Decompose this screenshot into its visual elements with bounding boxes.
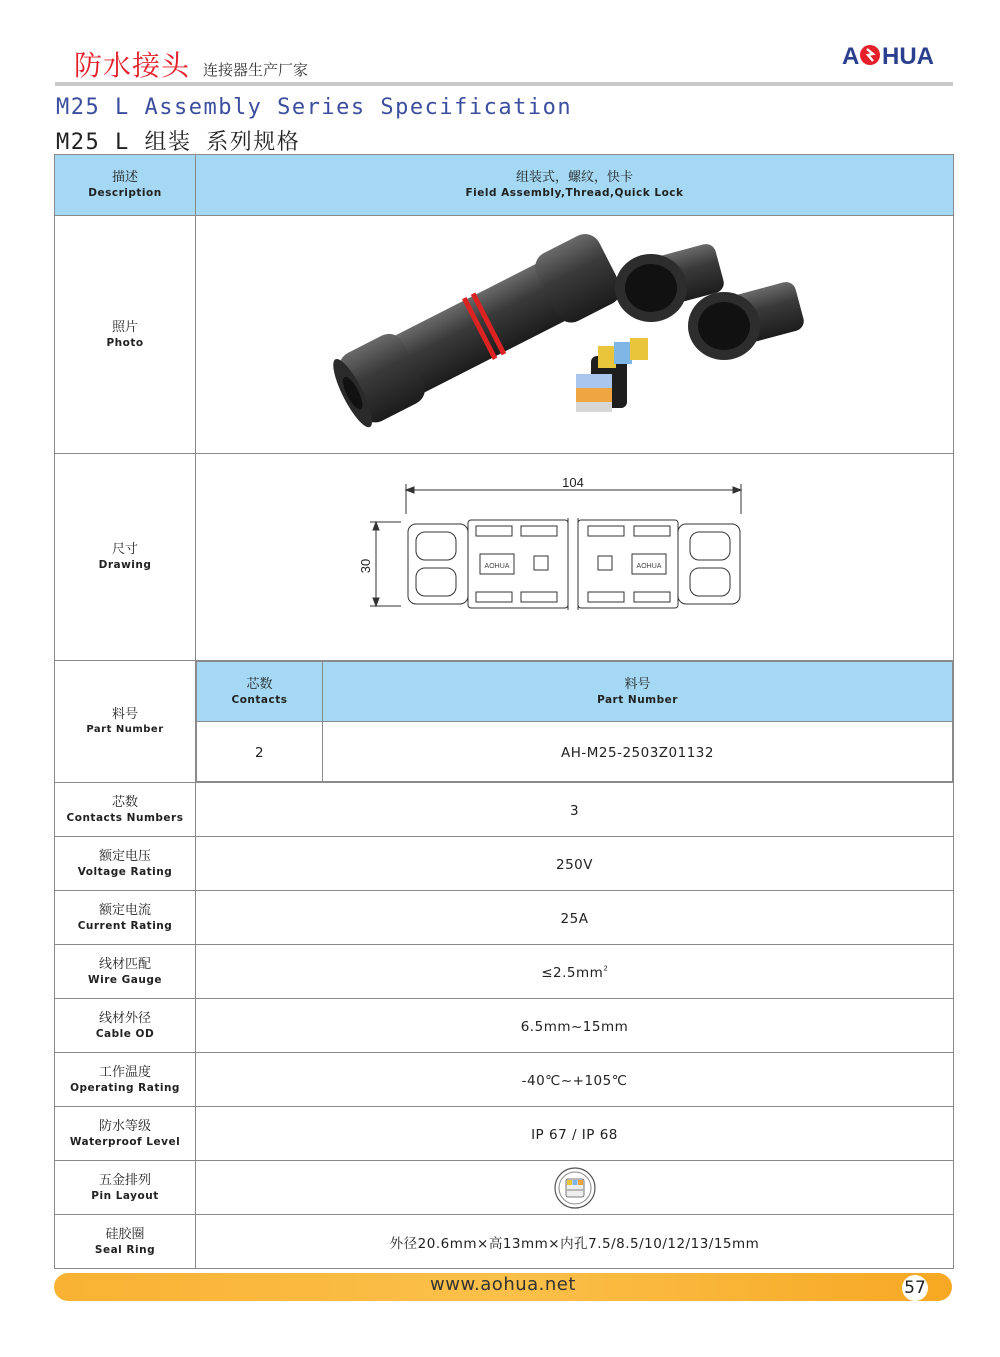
value-description: 组装式，螺纹，快卡 Field Assembly,Thread,Quick Lock [196,155,954,216]
label-contacts-numbers: 芯数 Contacts Numbers [55,783,196,837]
drawing-mark-right: AOHUA [636,563,662,570]
header-title: 防水接头 [74,49,191,82]
label-drawing: 尺寸 Drawing [55,454,196,661]
part-number-cell [196,661,954,783]
row-voltage [55,837,954,891]
label-operating: 工作温度 Operating Rating [55,1053,196,1107]
label-wire-gauge: 线材匹配 Wire Gauge [55,945,196,999]
connector-photo [196,216,954,449]
label-description: 描述 Description [55,155,196,216]
row-photo [55,216,954,454]
dimension-drawing [196,454,954,656]
value-operating: -40℃~+105℃ [196,1053,954,1107]
value-pin-layout [196,1161,954,1215]
row-current [55,891,954,945]
row-wire-gauge [55,945,954,999]
value-contacts-numbers: 3 [196,783,954,837]
brand-logo [842,40,942,70]
row-seal-ring [55,1215,954,1269]
contacts-value: 2 [197,722,323,782]
row-pin-layout [55,1161,954,1215]
value-wire-gauge: $\le 2.5mm^2$ [196,945,954,999]
label-waterproof: 防水等级 Waterproof Level [55,1107,196,1161]
page-title-cn: M25 L 组装 系列规格 [56,130,301,155]
row-operating [55,1053,954,1107]
page-title-en: M25 L Assembly Series Specification [56,95,573,120]
svg-text:HUA: HUA [882,43,934,70]
footer-url[interactable]: www.aohua.net [430,1274,576,1295]
value-cable-od: 6.5mm~15mm [196,999,954,1053]
dim-height: 30 [358,558,373,574]
pn-header: 料号 Part Number [323,662,953,722]
value-voltage: 250V [196,837,954,891]
label-part-number: 料号 Part Number [55,661,196,783]
row-drawing [55,454,954,661]
pn-value: AH-M25-2503Z01132 [323,722,953,782]
spec-table [54,154,954,1269]
label-current: 额定电流 Current Rating [55,891,196,945]
label-seal-ring: 硅胶圈 Seal Ring [55,1215,196,1269]
pin-layout-diagram [553,1166,597,1210]
value-seal-ring: 外径20.6mm×高13mm×内孔7.5/8.5/10/12/13/15mm [196,1215,954,1269]
row-contacts-numbers [55,783,954,837]
value-waterproof: IP 67 / IP 68 [196,1107,954,1161]
page-number: 57 [902,1275,928,1301]
header-divider [55,82,953,86]
svg-text:A: A [842,43,860,70]
value-current: 25A [196,891,954,945]
row-part-number [55,661,954,783]
drawing-cell [196,454,954,661]
photo-cell [196,216,954,454]
row-waterproof [55,1107,954,1161]
label-pin-layout: 五金排列 Pin Layout [55,1161,196,1215]
label-voltage: 额定电压 Voltage Rating [55,837,196,891]
row-description [55,155,954,216]
label-photo: 照片 Photo [55,216,196,454]
drawing-mark-left: AOHUA [484,563,510,570]
label-cable-od: 线材外径 Cable OD [55,999,196,1053]
contacts-header: 芯数 Contacts [197,662,323,722]
dim-length: 104 [562,475,584,490]
header-subtitle: 连接器生产厂家 [203,61,309,79]
row-cable-od [55,999,954,1053]
